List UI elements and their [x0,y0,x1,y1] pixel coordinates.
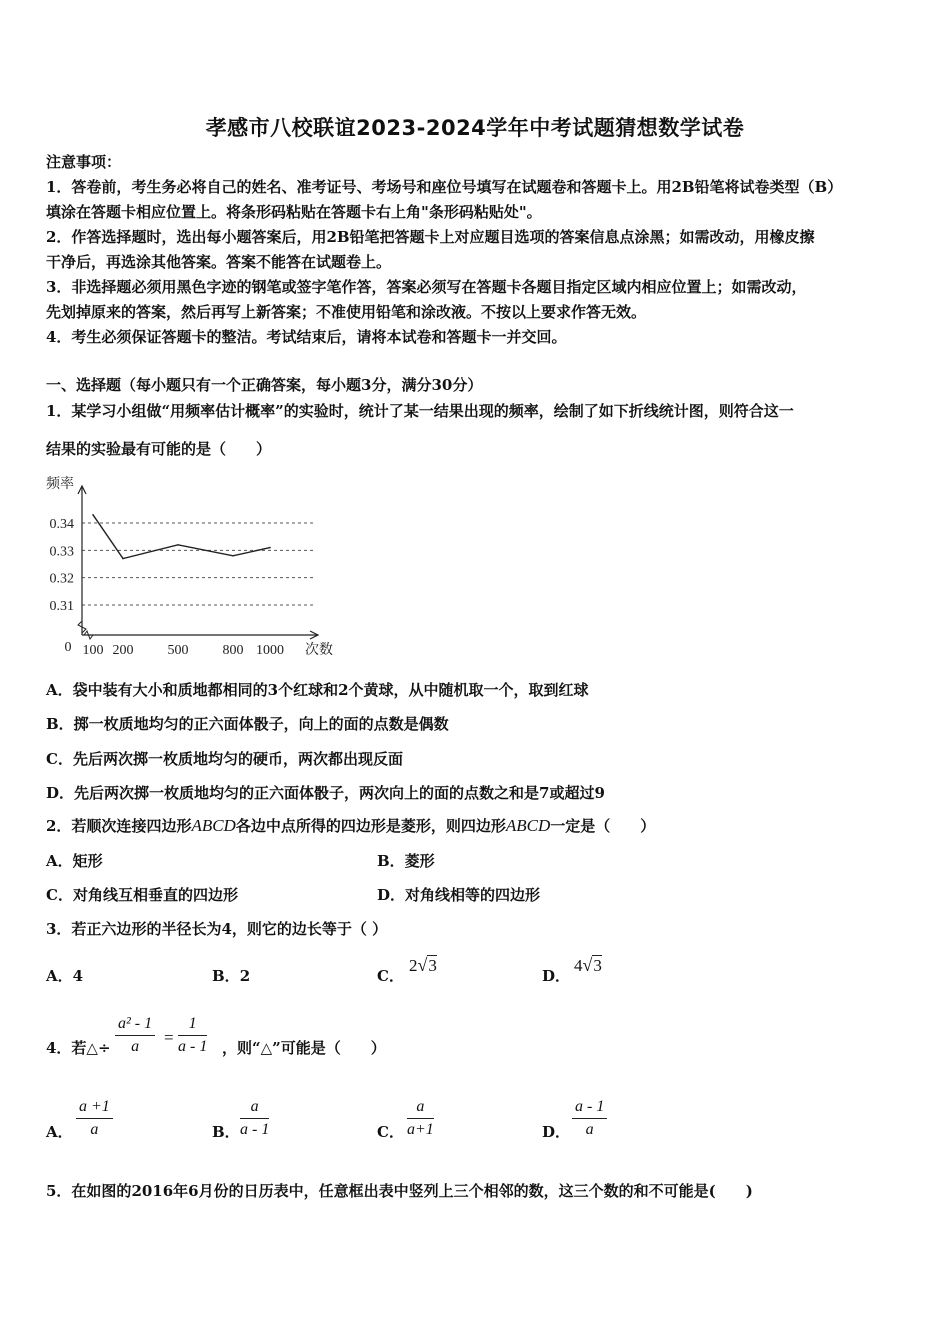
y-axis-title: 频率 [46,477,74,492]
frequency-line-chart [40,470,350,665]
question-1-stem-cont: 结果的实验最有可能的是（ ） [46,440,272,458]
notice-line: 2．作答选择题时，选出每小题答案后，用2B铅笔把答题卡上对应题目选项的答案信息点涂黑；如需改动，用橡皮擦 [46,228,815,246]
fraction-denominator: a+1 [407,1121,434,1138]
question-3-stem: 3．若正六边形的半径长为4，则它的边长等于（ ） [46,920,388,938]
y-tick-label: 0.31 [49,599,74,614]
notice-line: 先划掉原来的答案，然后再写上新答案；不准使用铅笔和涂改液。不按以上要求作答无效。 [46,303,647,321]
q3-c-radical [409,955,437,976]
question-5-stem: 5．在如图的2016年6月份的日历表中，任意框出表中竖列上三个相邻的数，这三个数的和不可能是( ) [46,1182,753,1200]
notice-line: 4．考生必须保证答题卡的整洁。考试结束后，请将本试卷和答题卡一并交回。 [46,328,567,346]
x-tick-label: 500 [167,643,189,658]
notice-line: 填涂在答题卡相应位置上。将条形码粘贴在答题卡右上角"条形码粘贴处"。 [46,203,542,221]
x-tick-label: 100 [82,643,104,658]
option-value: 2 [239,967,251,985]
q4-equals: = [164,1028,174,1047]
fraction-denominator: a [131,1038,140,1055]
question-1-option-d[interactable]: D．先后两次掷一枚质地均匀的正六面体骰子，两次向上的面的点数之和是7或超过9 [46,784,605,802]
question-3-option-a[interactable] [46,966,83,986]
fraction-denominator: a [585,1121,594,1138]
q3-d-radical [574,955,602,976]
question-2-option-b[interactable]: B．菱形 [377,852,435,870]
question-4-option-a[interactable]: A． [46,1123,73,1141]
q4-fraction-2 [178,1015,207,1057]
option-label: A． [46,967,73,985]
question-4-option-d[interactable]: D． [542,1123,571,1141]
page-title: 孝感市八校联谊2023-2024学年中考试题猜想数学试卷 [205,116,745,140]
section-heading: 一、选择题（每小题只有一个正确答案，每小题3分，满分30分） [46,376,483,394]
fraction-denominator: a [90,1121,99,1138]
series-line [93,515,270,559]
question-1-stem: 1．某学习小组做“用频率估计概率”的实验时，统计了某一结果出现的频率，绘制了如下折线统计图，则符合这一 [46,402,794,420]
origin-label: 0 [64,640,72,655]
data-point [269,547,271,549]
q4-option-b-fraction [240,1098,269,1140]
sqrt-icon: √ [417,955,428,975]
sqrt-icon: √ [582,955,593,975]
fraction-numerator: 1 [178,1015,207,1036]
question-4-option-c[interactable]: C． [377,1123,404,1141]
y-tick-label: 0.32 [49,571,74,587]
radicand: 3 [593,956,602,975]
notice-line: 干净后，再选涂其他答案。答案不能答在试题卷上。 [46,253,392,271]
question-3-option-b[interactable] [212,966,250,986]
data-point [177,544,179,546]
notice-heading: 注意事项： [46,153,122,171]
option-label: B． [212,967,240,985]
question-3-option-d[interactable] [542,966,570,986]
fraction-numerator: a [240,1098,269,1119]
question-4-option-b[interactable]: B． [212,1123,240,1141]
data-point [232,555,234,557]
question-3-option-c[interactable] [377,966,404,986]
question-1-option-c[interactable]: C．先后两次掷一枚质地均匀的硬币，两次都出现反面 [46,750,403,768]
x-tick-label: 800 [222,643,244,658]
data-point [92,514,94,516]
question-2-stem [46,816,655,836]
fraction-numerator: a² - 1 [115,1015,155,1036]
fraction-denominator: a - 1 [240,1121,270,1138]
fraction-numerator: a - 1 [572,1098,607,1119]
y-tick-label: 0.33 [49,544,74,560]
data-point [122,558,124,560]
q2-text-pre: 2．若顺次连接四边形 [46,817,192,835]
question-2-option-c[interactable]: C．对角线互相垂直的四边形 [46,886,238,904]
radicand: 3 [428,956,437,975]
radical-coef: 2 [409,956,418,975]
x-axis-title: 次数 [305,643,333,658]
question-4-pre: 4．若△÷ [46,1039,111,1057]
y-tick-label: 0.34 [49,517,74,532]
q4-option-d-fraction [572,1098,607,1140]
q4-fraction-1 [115,1015,155,1057]
option-label: D． [542,967,571,985]
q2-var-abcd: ABCD [505,816,551,835]
q2-text-post: 一定是（ ） [550,817,656,835]
notice-line: 3．非选择题必须用黑色字迹的钢笔或签字笔作答，答案必须写在答题卡各题目指定区域内相应位置上；如需改动， [46,278,807,296]
question-1-option-a[interactable]: A．袋中装有大小和质地都相同的3个红球和2个黄球，从中随机取一个，取到红球 [46,681,589,699]
x-tick-label: 1000 [256,643,284,658]
fraction-numerator: a +1 [76,1098,113,1119]
fraction-denominator: a - 1 [178,1038,208,1055]
q4-option-c-fraction [407,1098,434,1140]
option-value: 4 [72,967,84,985]
q4-option-a-fraction [76,1098,113,1140]
question-2-option-d[interactable]: D．对角线相等的四边形 [377,886,541,904]
radical-coef: 4 [574,956,583,975]
x-tick-label: 200 [112,643,134,658]
question-4-post: ，则“△”可能是（ ） [222,1039,386,1057]
question-1-option-b[interactable]: B．掷一枚质地均匀的正六面体骰子，向上的面的点数是偶数 [46,715,449,733]
fraction-numerator: a [407,1098,434,1119]
q2-var-abcd: ABCD [191,816,236,835]
q2-text-mid: 各边中点所得的四边形是菱形，则四边形 [235,817,506,835]
notice-line: 1．答卷前，考生务必将自己的姓名、准考证号、考场号和座位号填写在试题卷和答题卡上。用2B铅笔将试卷类型（B） [46,178,843,196]
option-label: C． [377,967,404,985]
question-2-option-a[interactable]: A．矩形 [46,852,103,870]
